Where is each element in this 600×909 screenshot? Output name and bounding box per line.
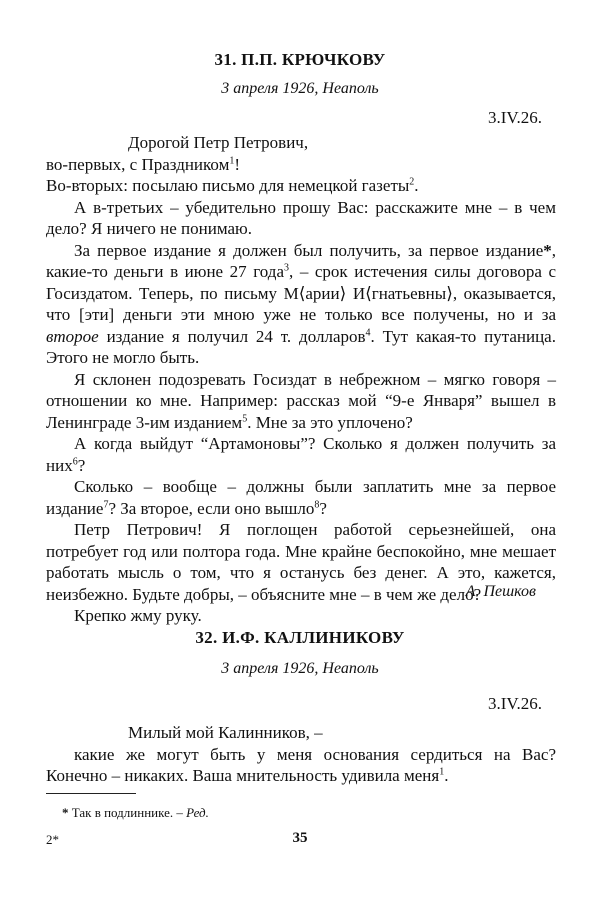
letter-salutation: Милый мой Калинников, –: [128, 723, 323, 742]
footnote-ref: 5: [242, 412, 248, 424]
footnote-ref: 1: [439, 766, 445, 778]
emphasis: второе: [46, 326, 99, 346]
footnote-divider: [46, 793, 136, 794]
letter-signature: А. Пешков: [465, 583, 536, 600]
letter-date-code: 3.IV.26.: [488, 694, 542, 713]
paragraph: во-первых, с Праздником$^1$!: [46, 154, 241, 174]
footnote-ref: 7: [103, 498, 109, 510]
paragraph: Сколько – вообще – должны были заплатить мне за первое издание$^7$? За второе, если оно вышло$^8$?: [46, 477, 556, 518]
printer-signature-mark: 2*: [46, 832, 59, 847]
letter-date-code: 3.IV.26.: [488, 108, 542, 127]
footnote-marker: *: [62, 805, 69, 820]
paragraph: А в-третьих – убедительно прошу Вас: расскажите мне – в чем дело? Я ничего не понимаю.: [46, 197, 556, 238]
paragraph: Крепко жму руку.: [74, 606, 202, 625]
page-number: 35: [292, 830, 308, 846]
paragraph: Я склонен подозревать Госиздат в небрежном – мягко говоря – отношении ко мне. Например: рассказ мой “9-е Января” вышел в Ленинграде 3-им изданием$^5$. Мне за это уплочено?: [46, 369, 556, 432]
footnote-ref: 8: [314, 498, 320, 510]
letter-date-place: 3 апреля 1926, Неаполь: [221, 80, 379, 97]
footnote: [62, 805, 209, 821]
paragraph: Во-вторых: посылаю письмо для немецкой газеты$^2$.: [46, 176, 419, 195]
paragraph: какие же могут быть у меня основания сердиться на Вас? Конечно – никаких. Ваша мнительность удивила меня$^1$.: [46, 744, 556, 785]
letter-heading: 31. П.П. КРЮЧКОВУ: [214, 50, 386, 69]
footnote-text: Так в подлиннике. –: [68, 805, 187, 820]
footnote-ref: 1: [229, 154, 235, 166]
footnote-ref: 3: [284, 262, 289, 274]
letter-salutation: Дорогой Петр Петрович,: [128, 133, 309, 152]
paragraph: За первое издание я должен был получить, за первое издание*, какие-то деньги в июне 27 года$^3$, – срок истечения силы договора с Госиздатом. Теперь, по письму М⟨арии⟩ И⟨гнатьевны⟩, оказывается, что [эти] деньги эти мною уже не только все получены, но и за второе издание я получил 24 т. долларов$^4$. Тут какая-то путаница. Этого не могло быть.: [46, 240, 557, 367]
footnote-ref: 2: [409, 176, 415, 188]
letter-body: [46, 722, 556, 787]
letter-date-place: 3 апреля 1926, Неаполь: [221, 660, 379, 677]
paragraph: Петр Петрович! Я поглощен работой серьезнейшей, она потребует год или полтора года. Мне крайне беспокойно, мне мешает работать мысль о том, что я останусь без денег. А это, кажется, неизбежно. Будьте добры, – объясните мне – в чем же дело?: [46, 520, 556, 604]
letter-heading: 32. И.Ф. КАЛЛИНИКОВУ: [195, 628, 405, 647]
footnote-ref: 4: [365, 326, 371, 338]
paragraph: А когда выйдут “Артамоновы”? Сколько я должен получить за них$^6$?: [46, 434, 556, 475]
letter-body: [46, 132, 556, 627]
footnote-star: *: [543, 240, 552, 260]
footnote-editor: Ред.: [186, 805, 209, 820]
footnote-ref: 6: [72, 455, 78, 467]
